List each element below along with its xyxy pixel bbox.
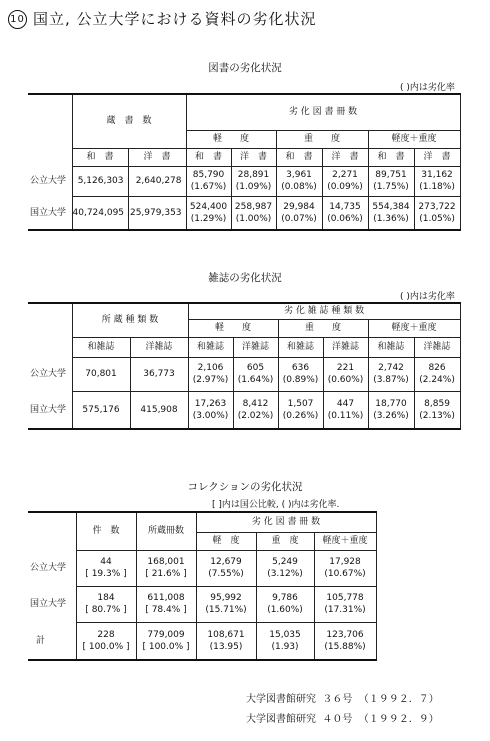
cell-rate: (1.93) <box>271 641 299 652</box>
cell: 611,008 <box>147 593 185 603</box>
journals-header-deteriorated: 劣 化 雑 誌 種 類 数 <box>188 303 460 319</box>
cell-rate: (2.13%) <box>419 410 455 421</box>
row-label: 国立大学 <box>28 391 72 429</box>
cell: 18,770 <box>375 398 407 409</box>
cell: 108,671 <box>207 629 245 640</box>
journals-col-japanese: 和雑誌 <box>278 337 323 357</box>
cell: 779,009 <box>147 629 185 640</box>
cell-rate: (0.09%) <box>327 182 363 192</box>
cell-rate: [ 19.3% ] <box>85 569 127 579</box>
journals-header-heavy: 重 度 <box>278 319 368 337</box>
cell-rate: (1.09%) <box>235 182 272 192</box>
cell: 5,126,303 <box>72 166 128 196</box>
cell-rate: (1.64%) <box>237 375 274 385</box>
cell: 228 <box>97 629 115 640</box>
page-title <box>8 8 317 29</box>
citation-date: （１９９２．９） <box>358 714 439 725</box>
citation-journal: 大学図書館研究 <box>246 694 316 705</box>
collections-header-deteriorated: 劣 化 図 書 冊 数 <box>196 512 376 532</box>
cell: 2,742 <box>378 363 404 373</box>
cell: 85,790 <box>192 170 225 180</box>
cell: 17,263 <box>194 398 227 409</box>
cell: 8,412 <box>242 398 269 409</box>
books-col-western: 洋 書 <box>231 148 276 166</box>
journals-caption: 雑誌の劣化状況 <box>208 272 282 284</box>
cell: 826 <box>428 363 446 373</box>
cell: 221 <box>336 363 355 373</box>
cell-rate: [ 78.4% ] <box>145 605 187 615</box>
section-number-badge: 10 <box>8 10 27 29</box>
cell-rate: (3.26%) <box>373 410 409 421</box>
cell: 15,035 <box>269 629 301 640</box>
collections-header-both: 軽度＋重度 <box>314 532 376 550</box>
row-label: 計 <box>28 622 76 660</box>
journals-col-japanese: 和雑誌 <box>368 337 414 357</box>
cell: 14,735 <box>329 201 361 212</box>
cell-rate: [ 100.0% ] <box>82 641 130 652</box>
journals-header-both: 軽度＋重度 <box>368 319 460 337</box>
cell-rate: (3.00%) <box>192 410 229 421</box>
citation-issue: ４０号 <box>322 714 353 725</box>
cell-rate: (15.71%) <box>205 605 247 615</box>
cell-rate: (17.31%) <box>324 605 366 615</box>
journals-col-western: 洋雑誌 <box>414 337 460 357</box>
cell-rate: [ 21.6% ] <box>145 569 187 579</box>
collections-header-light: 軽 度 <box>196 532 256 550</box>
cell: 28,891 <box>237 170 270 180</box>
table-row <box>28 586 376 622</box>
cell: 605 <box>246 363 265 373</box>
cell-rate: [ 100.0% ] <box>142 641 190 652</box>
books-col-japanese: 和 書 <box>72 148 128 166</box>
books-col-japanese: 和 書 <box>186 148 231 166</box>
collections-header-count: 件 数 <box>76 512 136 550</box>
cell: 40,724,095 <box>72 196 128 230</box>
cell: 25,979,353 <box>128 196 186 230</box>
cell: 636 <box>291 363 310 373</box>
cell-rate: (1.05%) <box>419 213 455 224</box>
row-label: 国立大学 <box>28 196 72 230</box>
cell: 258,987 <box>234 201 273 212</box>
cell-rate: (1.00%) <box>235 213 272 224</box>
cell-rate: (1.29%) <box>190 213 227 224</box>
cell: 2,640,278 <box>128 166 186 196</box>
citation-journal: 大学図書館研究 <box>246 714 316 725</box>
cell-rate: (7.55%) <box>208 569 244 579</box>
books-caption: 図書の劣化状況 <box>208 62 282 74</box>
cell: 5,249 <box>272 557 298 567</box>
cell: 168,001 <box>147 557 185 567</box>
table-row <box>28 391 460 429</box>
cell: 70,801 <box>72 357 130 391</box>
collections-table <box>28 511 377 661</box>
cell-rate: (10.67%) <box>324 569 366 579</box>
cell-rate: (2.97%) <box>192 375 229 385</box>
journals-table <box>28 302 461 430</box>
journals-header-titles: 所 蔵 種 類 数 <box>72 303 188 337</box>
books-col-western: 洋 書 <box>414 148 460 166</box>
collections-caption: コレクションの劣化状況 <box>187 481 303 493</box>
journals-col-japanese: 和雑誌 <box>72 337 130 357</box>
cell: 95,992 <box>210 593 242 603</box>
collections-header-heavy: 重 度 <box>256 532 314 550</box>
cell: 554,384 <box>372 201 410 212</box>
cell-rate: (1.18%) <box>419 182 455 192</box>
citation-date: （１９９２．７） <box>358 694 439 705</box>
cell: 273,722 <box>418 201 456 212</box>
books-header-light: 軽 度 <box>186 130 276 148</box>
cell: 8,859 <box>424 398 450 409</box>
books-col-western: 洋 書 <box>128 148 186 166</box>
books-note: ( )内は劣化率 <box>400 83 455 93</box>
cell: 524,400 <box>189 201 228 212</box>
cell-rate: (1.36%) <box>373 213 409 224</box>
cell: 1,507 <box>287 398 314 409</box>
cell-rate: (0.26%) <box>282 410 319 421</box>
cell: 9,786 <box>272 593 298 603</box>
cell: 12,679 <box>210 557 242 567</box>
cell-rate: (2.02%) <box>237 410 274 421</box>
journals-col-western: 洋雑誌 <box>323 337 368 357</box>
journals-col-western: 洋雑誌 <box>130 337 188 357</box>
cell-rate: (0.89%) <box>282 375 319 385</box>
cell: 2,271 <box>332 170 358 180</box>
cell-rate: (0.06%) <box>327 213 363 224</box>
cell: 105,778 <box>326 593 364 603</box>
books-col-western: 洋 書 <box>322 148 368 166</box>
books-col-japanese: 和 書 <box>368 148 414 166</box>
cell-rate: (2.24%) <box>419 375 455 385</box>
citation <box>246 690 439 705</box>
books-header-heavy: 重 度 <box>276 130 368 148</box>
cell-rate: (3.87%) <box>373 375 409 385</box>
cell-rate: (1.67%) <box>190 182 227 192</box>
citation-issue: ３６号 <box>322 694 353 705</box>
cell-rate: (1.75%) <box>373 182 409 192</box>
collections-note: [ ]内は国公比較, ( )内は劣化率. <box>212 500 340 510</box>
cell-rate: (0.60%) <box>327 375 364 385</box>
row-label: 公立大学 <box>30 563 67 573</box>
citation <box>246 710 439 725</box>
page-title-text: 国立, 公立大学における資料の劣化状況 <box>33 10 317 28</box>
cell: 184 <box>97 593 115 603</box>
cell: 575,176 <box>72 391 130 429</box>
books-header-collection: 蔵 書 数 <box>72 94 186 148</box>
table-row <box>28 357 460 391</box>
books-header-deteriorated: 劣 化 図 書 冊 数 <box>186 94 460 130</box>
row-label: 公立大学 <box>30 369 67 379</box>
cell: 2,106 <box>197 363 224 373</box>
table-row <box>28 622 376 660</box>
table-row <box>28 196 460 230</box>
books-header-both: 軽度＋重度 <box>368 130 460 148</box>
cell: 17,928 <box>329 557 361 567</box>
cell-rate: (0.08%) <box>281 182 317 192</box>
cell: 415,908 <box>130 391 188 429</box>
cell: 3,961 <box>286 170 312 180</box>
books-col-japanese: 和 書 <box>276 148 322 166</box>
cell: 89,751 <box>375 170 407 180</box>
collections-header-volumes: 所蔵冊数 <box>136 512 196 550</box>
table-row <box>28 550 376 586</box>
books-table <box>28 93 461 231</box>
cell: 29,984 <box>283 201 315 212</box>
cell-rate: [ 80.7% ] <box>85 605 127 615</box>
cell: 44 <box>100 557 112 567</box>
cell: 123,706 <box>326 629 364 640</box>
cell: 447 <box>336 398 355 409</box>
cell: 31,162 <box>421 170 453 180</box>
cell-rate: (1.60%) <box>267 605 303 615</box>
table-row <box>28 166 460 196</box>
journals-col-western: 洋雑誌 <box>233 337 278 357</box>
cell-rate: (0.07%) <box>281 213 317 224</box>
cell-rate: (15.88%) <box>324 641 366 652</box>
journals-note: ( )内は劣化率 <box>400 292 455 302</box>
cell-rate: (3.12%) <box>267 569 303 579</box>
cell-rate: (0.11%) <box>327 410 364 421</box>
row-label: 公立大学 <box>30 176 67 186</box>
cell: 36,773 <box>130 357 188 391</box>
journals-header-light: 軽 度 <box>188 319 278 337</box>
journals-col-japanese: 和雑誌 <box>188 337 233 357</box>
cell-rate: (13.95) <box>209 641 243 652</box>
row-label: 国立大学 <box>30 599 67 609</box>
